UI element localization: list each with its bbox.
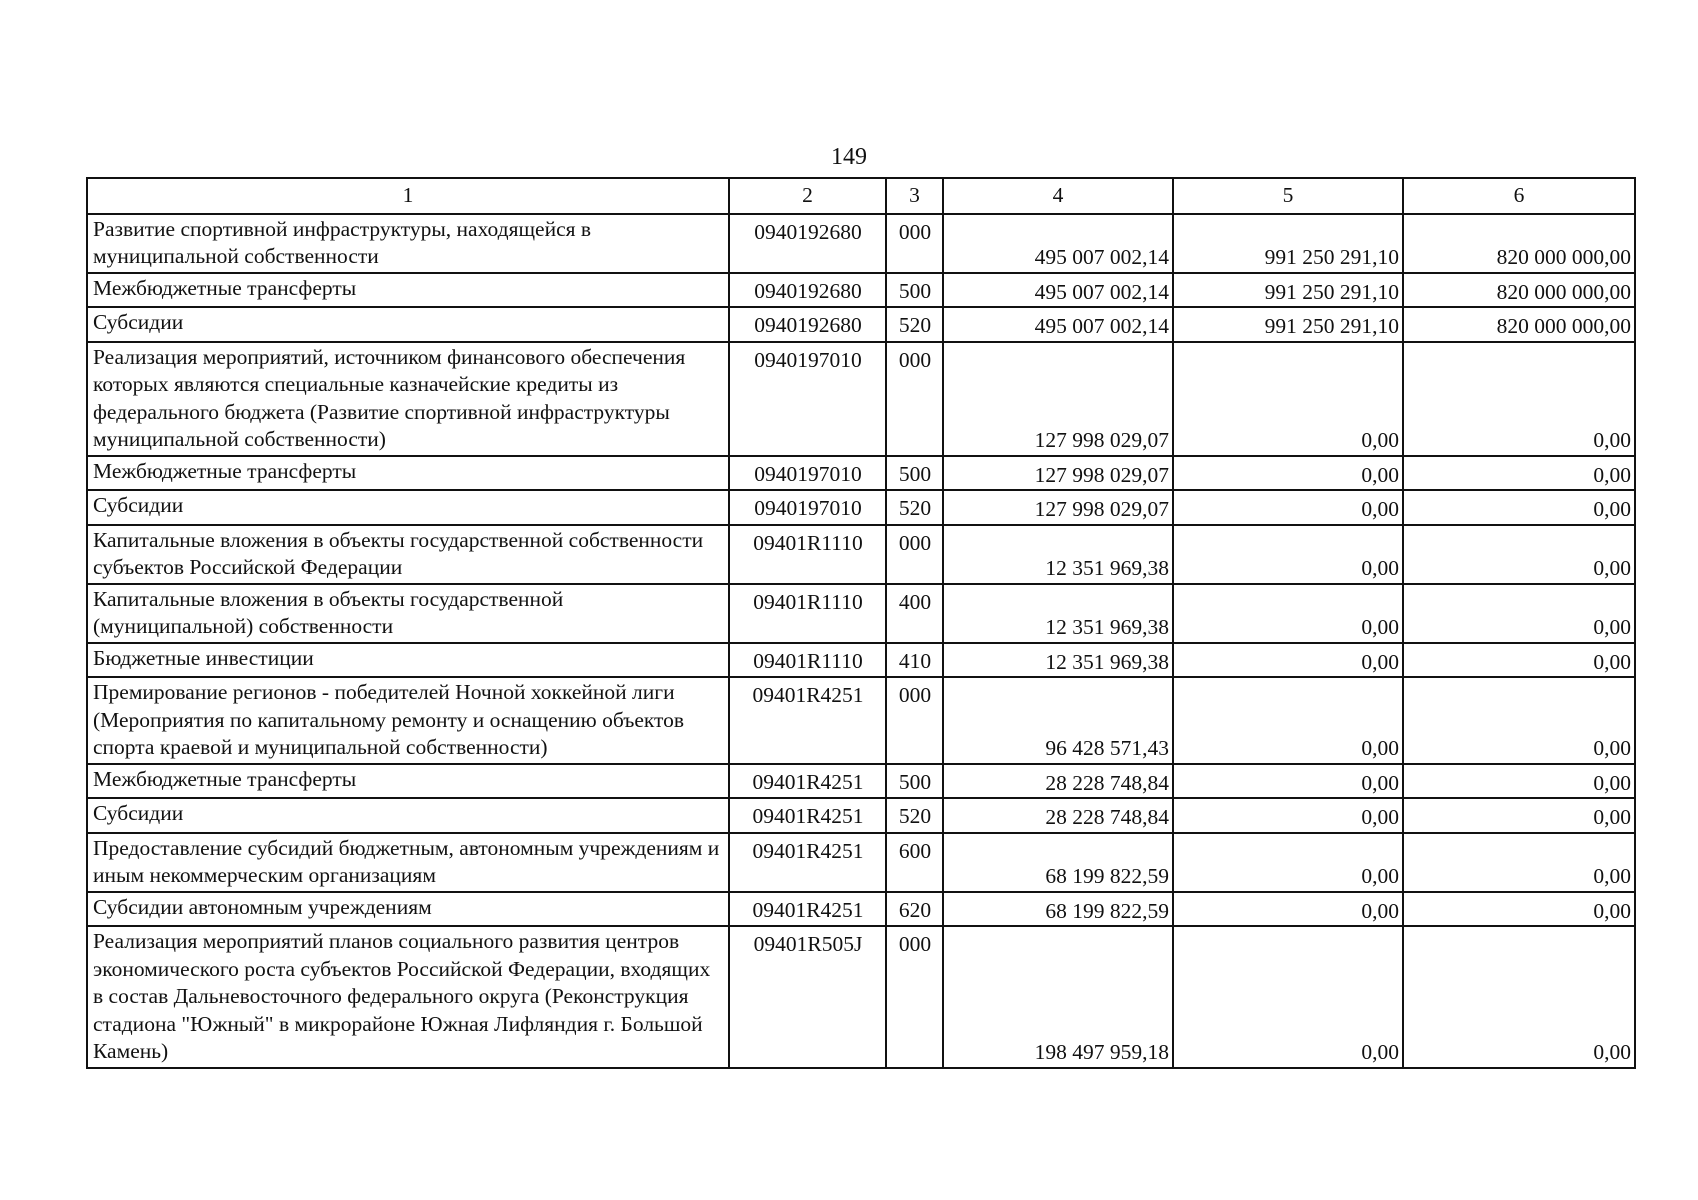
row-expense-type: 500: [886, 456, 943, 491]
row-amount-col6: 0,00: [1403, 525, 1635, 584]
row-amount-col5: 0,00: [1173, 525, 1403, 584]
row-amount-col4: 28 228 748,84: [943, 764, 1173, 799]
table-row: [87, 214, 1635, 273]
row-expense-type: 500: [886, 273, 943, 308]
row-expense-type: 410: [886, 643, 943, 678]
row-amount-col6: 0,00: [1403, 798, 1635, 833]
table-header: [87, 178, 1635, 214]
row-name: Капитальные вложения в объекты государственной (муниципальной) собственности: [87, 584, 729, 643]
row-target-code: 0940197010: [729, 342, 886, 456]
table-row: [87, 643, 1635, 678]
row-expense-type: 400: [886, 584, 943, 643]
row-amount-col5: 0,00: [1173, 584, 1403, 643]
row-target-code: 0940197010: [729, 456, 886, 491]
row-amount-col6: 0,00: [1403, 456, 1635, 491]
row-target-code: 09401R4251: [729, 677, 886, 764]
column-header-1: 1: [87, 178, 729, 214]
table-body: [87, 214, 1635, 1068]
row-amount-col5: 0,00: [1173, 643, 1403, 678]
row-name: Межбюджетные трансферты: [87, 273, 729, 308]
row-amount-col5: 0,00: [1173, 926, 1403, 1068]
row-amount-col6: 0,00: [1403, 926, 1635, 1068]
row-amount-col5: 991 250 291,10: [1173, 273, 1403, 308]
row-amount-col6: 0,00: [1403, 833, 1635, 892]
column-header-4: 4: [943, 178, 1173, 214]
table-row: [87, 892, 1635, 927]
row-amount-col5: 991 250 291,10: [1173, 214, 1403, 273]
row-target-code: 0940197010: [729, 490, 886, 525]
column-header-6: 6: [1403, 178, 1635, 214]
row-amount-col4: 68 199 822,59: [943, 892, 1173, 927]
row-target-code: 0940192680: [729, 273, 886, 308]
row-amount-col5: 0,00: [1173, 892, 1403, 927]
row-expense-type: 000: [886, 926, 943, 1068]
row-name: Субсидии: [87, 307, 729, 342]
row-amount-col5: 991 250 291,10: [1173, 307, 1403, 342]
row-amount-col4: 127 998 029,07: [943, 490, 1173, 525]
row-name: Субсидии: [87, 798, 729, 833]
row-name: Субсидии: [87, 490, 729, 525]
table-row: [87, 525, 1635, 584]
row-amount-col5: 0,00: [1173, 342, 1403, 456]
row-amount-col6: 0,00: [1403, 677, 1635, 764]
row-amount-col4: 96 428 571,43: [943, 677, 1173, 764]
table-row: [87, 456, 1635, 491]
row-amount-col6: 820 000 000,00: [1403, 307, 1635, 342]
row-target-code: 09401R1110: [729, 643, 886, 678]
row-amount-col6: 0,00: [1403, 764, 1635, 799]
table-row: [87, 273, 1635, 308]
table-row: [87, 342, 1635, 456]
row-target-code: 09401R4251: [729, 833, 886, 892]
table-row: [87, 764, 1635, 799]
table-row: [87, 307, 1635, 342]
table-row: [87, 833, 1635, 892]
row-name: Реализация мероприятий, источником финансового обеспечения которых являются специальные казначейские кредиты из федерального бюджета (Развитие спортивной инфраструктуры муниципальной собственности): [87, 342, 729, 456]
row-name: Капитальные вложения в объекты государственной собственности субъектов Российской Федерации: [87, 525, 729, 584]
row-amount-col5: 0,00: [1173, 677, 1403, 764]
row-name: Развитие спортивной инфраструктуры, находящейся в муниципальной собственности: [87, 214, 729, 273]
row-target-code: 09401R1110: [729, 584, 886, 643]
header-row: [87, 178, 1635, 214]
row-target-code: 09401R4251: [729, 892, 886, 927]
row-amount-col4: 127 998 029,07: [943, 456, 1173, 491]
row-target-code: 09401R1110: [729, 525, 886, 584]
table-row: [87, 490, 1635, 525]
row-expense-type: 620: [886, 892, 943, 927]
row-amount-col6: 0,00: [1403, 643, 1635, 678]
table-row: [87, 584, 1635, 643]
row-amount-col4: 127 998 029,07: [943, 342, 1173, 456]
row-amount-col4: 495 007 002,14: [943, 214, 1173, 273]
row-amount-col6: 0,00: [1403, 892, 1635, 927]
table-row: [87, 926, 1635, 1068]
row-expense-type: 000: [886, 525, 943, 584]
row-name: Предоставление субсидий бюджетным, автономным учреждениям и иным некоммерческим организациям: [87, 833, 729, 892]
row-amount-col4: 68 199 822,59: [943, 833, 1173, 892]
row-target-code: 09401R4251: [729, 764, 886, 799]
row-amount-col5: 0,00: [1173, 833, 1403, 892]
row-target-code: 0940192680: [729, 214, 886, 273]
row-amount-col4: 28 228 748,84: [943, 798, 1173, 833]
row-target-code: 09401R4251: [729, 798, 886, 833]
row-name: Межбюджетные трансферты: [87, 456, 729, 491]
table-row: [87, 677, 1635, 764]
budget-table: [86, 177, 1636, 1069]
row-expense-type: 000: [886, 342, 943, 456]
row-amount-col6: 820 000 000,00: [1403, 214, 1635, 273]
row-amount-col4: 495 007 002,14: [943, 307, 1173, 342]
row-expense-type: 500: [886, 764, 943, 799]
row-name: Реализация мероприятий планов социального развития центров экономического роста субъектов Российской Федерации, входящих в состав Дальневосточного федерального округа (Реконструкция стадиона "Южный" в микрорайоне Южная Лифляндия г. Большой Камень): [87, 926, 729, 1068]
row-amount-col4: 12 351 969,38: [943, 584, 1173, 643]
table-row: [87, 798, 1635, 833]
row-name: Межбюджетные трансферты: [87, 764, 729, 799]
row-amount-col5: 0,00: [1173, 456, 1403, 491]
row-amount-col5: 0,00: [1173, 764, 1403, 799]
row-amount-col4: 12 351 969,38: [943, 643, 1173, 678]
row-amount-col4: 12 351 969,38: [943, 525, 1173, 584]
page-number: 149: [831, 144, 867, 170]
column-header-5: 5: [1173, 178, 1403, 214]
row-amount-col6: 0,00: [1403, 584, 1635, 643]
row-expense-type: 520: [886, 490, 943, 525]
row-expense-type: 600: [886, 833, 943, 892]
row-amount-col6: 820 000 000,00: [1403, 273, 1635, 308]
row-expense-type: 000: [886, 214, 943, 273]
row-amount-col5: 0,00: [1173, 798, 1403, 833]
row-name: Премирование регионов - победителей Ночной хоккейной лиги (Мероприятия по капитальному ремонту и оснащению объектов спорта краевой и муниципальной собственности): [87, 677, 729, 764]
column-header-2: 2: [729, 178, 886, 214]
row-amount-col5: 0,00: [1173, 490, 1403, 525]
row-expense-type: 000: [886, 677, 943, 764]
row-name: Субсидии автономным учреждениям: [87, 892, 729, 927]
row-amount-col4: 198 497 959,18: [943, 926, 1173, 1068]
row-expense-type: 520: [886, 798, 943, 833]
row-target-code: 09401R505J: [729, 926, 886, 1068]
row-amount-col4: 495 007 002,14: [943, 273, 1173, 308]
row-name: Бюджетные инвестиции: [87, 643, 729, 678]
column-header-3: 3: [886, 178, 943, 214]
row-amount-col6: 0,00: [1403, 490, 1635, 525]
row-amount-col6: 0,00: [1403, 342, 1635, 456]
row-expense-type: 520: [886, 307, 943, 342]
row-target-code: 0940192680: [729, 307, 886, 342]
